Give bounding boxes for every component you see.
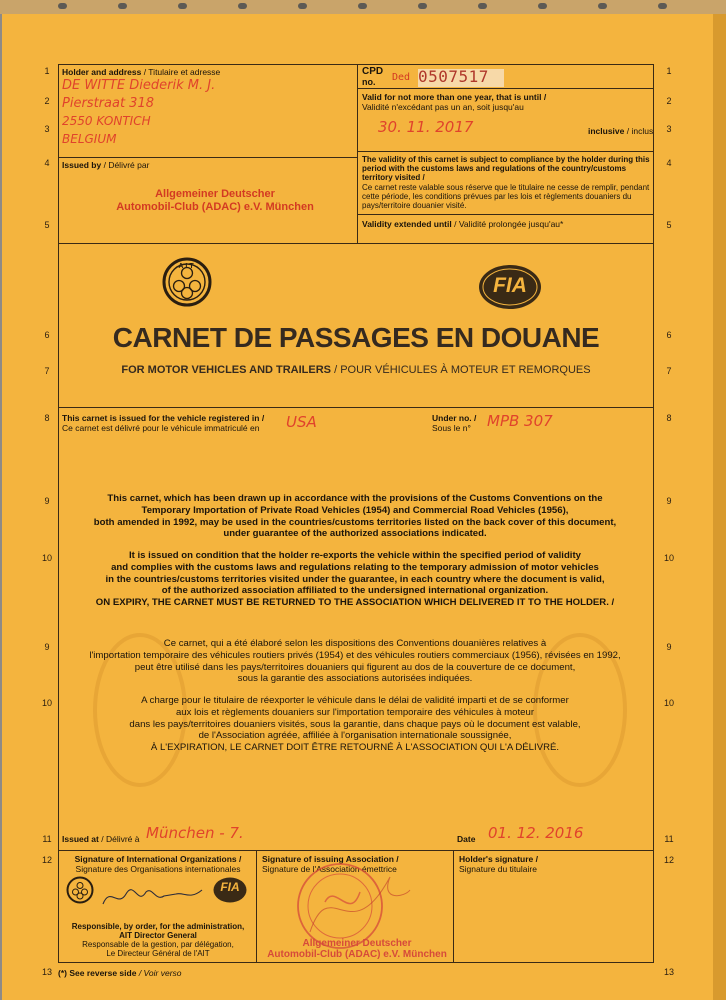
carnet-title: CARNET DE PASSAGES EN DOUANE: [112, 322, 600, 353]
row-number: 7: [666, 366, 672, 376]
binding-ring: [238, 3, 247, 9]
row-number: 11: [42, 834, 52, 844]
vehicle-plate: MPB 307: [487, 412, 553, 430]
valid-until-date: 30. 11. 2017: [378, 118, 474, 136]
holder-city: 2550 KONTICH: [62, 114, 151, 128]
date-label: Date: [457, 834, 476, 844]
adac-stamp-text: Allgemeiner Deutscher Automobil-Club (ADAC) e.V. München: [267, 938, 447, 960]
row-number: 2: [666, 96, 672, 106]
french-paragraph-10: A charge pour le titulaire de réexporter le véhicule dans le délai de validité imparti et de se conformer aux lois et règlements douaniers sur l'importation temporaire des véhicules à moteur dans les pays/territoires douaniers visités, sous la garantie, dans chaque pays où le document est valable, de l'Association agréée, affiliée à l'organisation internationale soussignée, À L'EXPIRATION, LE CARNET DOIT ÊTRE RETOURNÉ À L'ASSOCIATION QUI L'A DÉLIVRÉ.: [129, 695, 581, 754]
row-number: 12: [663, 855, 674, 865]
ait-small-logo: [66, 876, 94, 904]
row-number: 13: [663, 967, 674, 977]
row-number: 9: [666, 642, 672, 652]
binding-ring: [478, 3, 487, 9]
row-number: 8: [666, 413, 672, 423]
divider: [357, 214, 654, 215]
row-number: 10: [41, 553, 52, 563]
issued-at-label: Issued at / Délivré à: [62, 834, 140, 844]
issued-at-place: München - 7.: [146, 824, 244, 842]
holder-country: BELGIUM: [62, 132, 117, 146]
issue-date: 01. 12. 2016: [488, 824, 584, 842]
row-number: 5: [44, 220, 50, 230]
sig-intl-label: Signature of International Organizations / Signature des Organisations internationales: [74, 854, 242, 874]
row-number: 10: [663, 698, 674, 708]
page-edge: [713, 0, 726, 1000]
row-number: 2: [44, 96, 50, 106]
cpd-label: CPD: [362, 66, 384, 77]
row-number: 6: [666, 330, 672, 340]
row-number: 9: [44, 642, 50, 652]
holder-street: Pierstraat 318: [62, 96, 154, 111]
responsible-note: Responsible, by order, for the administration, AIT Director General Responsable de la gestion, par délégation, Le Directeur Général de l'AIT: [71, 922, 245, 958]
row-number: 9: [666, 496, 672, 506]
binding-ring: [58, 3, 67, 9]
divider: [58, 850, 654, 851]
divider: [357, 88, 654, 89]
row-number: 4: [44, 158, 50, 168]
row-number: 12: [41, 855, 52, 865]
row-number: 6: [44, 330, 50, 340]
binding-ring: [358, 3, 367, 9]
row-number: 3: [44, 124, 50, 134]
binding-ring: [118, 3, 127, 9]
cpd-prefix: Ded: [392, 72, 411, 83]
under-no-label: Under no. / Sous le n°: [432, 413, 477, 433]
french-paragraph-9: Ce carnet, qui a été élaboré selon les dispositions des Conventions douanières relatives à l'importation temporaire des véhicules routiers privés (1954) et des véhicules routiers commerciaux (1956), révisées en 1992, peut être utilisé dans les pays/territoires douaniers qui figurent au dos de la couverture de ce document, sous la garantie des associations autorisées indiquées.: [89, 638, 621, 685]
issuer-line-1: Allgemeiner Deutscher: [155, 188, 275, 200]
english-paragraph-9: This carnet, which has been drawn up in accordance with the provisions of the Customs Conventions on the Temporary Importation of Private Road Vehicles (1954) and Commercial Road Vehicles (1956), both amended in 1992, may be used in the countries/customs territories listed on the back cover of this document, under guarantee of the authorized associations indicated.: [93, 493, 617, 540]
row-number: 9: [44, 496, 50, 506]
validity-label: Valid for not more than one year, that is until / Validité n'excédant pas un an, soit jusqu'au: [362, 92, 547, 112]
vehicle-issued-label: This carnet is issued for the vehicle registered in / Ce carnet est délivré pour le véhicule immatriculé en: [62, 413, 265, 433]
row-number: 5: [666, 220, 672, 230]
cpd-no-label: no.: [362, 77, 376, 87]
binding-ring: [418, 3, 427, 9]
sig-assoc-label: Signature of issuing Association / Signature de l'Association émettrice: [262, 854, 399, 874]
fia-small-logo-text: FIA: [220, 880, 240, 894]
carnet-subtitle: FOR MOTOR VEHICLES AND TRAILERS / POUR VÉHICULES À MOTEUR ET REMORQUES: [121, 364, 591, 376]
divider: [453, 850, 454, 963]
issuer-line-2: Automobil-Club (ADAC) e.V. München: [116, 201, 314, 213]
validity-extended-label: Validity extended until / Validité prolongée jusqu'au*: [362, 219, 564, 229]
sig-holder-label: Holder's signature / Signature du titulaire: [459, 854, 539, 874]
vehicle-country: USA: [286, 413, 317, 431]
inclusive-label: inclusive / inclus: [588, 126, 654, 136]
row-number: 11: [664, 834, 674, 844]
row-number: 10: [41, 698, 52, 708]
binding-ring: [658, 3, 667, 9]
row-number: 10: [663, 553, 674, 563]
row-number: 1: [44, 66, 50, 76]
divider: [58, 157, 357, 158]
fia-logo-text: FIA: [493, 274, 527, 297]
row-number: 13: [41, 967, 52, 977]
english-paragraph-10: It is issued on condition that the holder re-exports the vehicle within the specified period of validity and complies with the customs laws and regulations relating to the temporary admission of motor vehicles in the countries/customs territories visited under the guarantee, in each country where the document is valid, of the authorized association affiliated to the undersigned international organization. ON EXPIRY, THE CARNET MUST BE RETURNED TO THE ASSOCIATION WHICH DELIVERED IT TO THE HOLDER. /: [95, 550, 615, 609]
row-number: 1: [666, 66, 672, 76]
binding-ring: [598, 3, 607, 9]
ait-logo-text: AIT: [178, 263, 196, 270]
row-number: 7: [44, 366, 50, 376]
ait-director-signature: [98, 882, 208, 912]
divider: [357, 64, 358, 244]
row-number: 4: [666, 158, 672, 168]
row-number: 3: [666, 124, 672, 134]
holder-label: Holder and address / Titulaire et adresse: [62, 67, 221, 77]
binding-ring: [178, 3, 187, 9]
divider: [357, 151, 654, 152]
holder-name: DE WITTE Diederik M. J.: [62, 78, 216, 93]
divider: [58, 407, 654, 408]
divider: [256, 850, 257, 963]
compliance-note: The validity of this carnet is subject to compliance by the holder during this period with the customs laws and regulations of the country/customs territory visited / Ce carnet reste valable sous réserve que le titulaire ne cesse de remplir, pendant cette période, les conditions prévues par les lois et règlements douaniers du pays/territoire douanier visité.: [362, 155, 650, 211]
cpd-number: 0507517: [418, 67, 489, 86]
binding-ring: [538, 3, 547, 9]
divider: [58, 243, 654, 244]
row-number: 8: [44, 413, 50, 423]
binding-ring: [298, 3, 307, 9]
issued-by-label: Issued by / Délivré par: [62, 160, 150, 170]
reverse-note: (*) See reverse side / Voir verso: [58, 968, 182, 978]
